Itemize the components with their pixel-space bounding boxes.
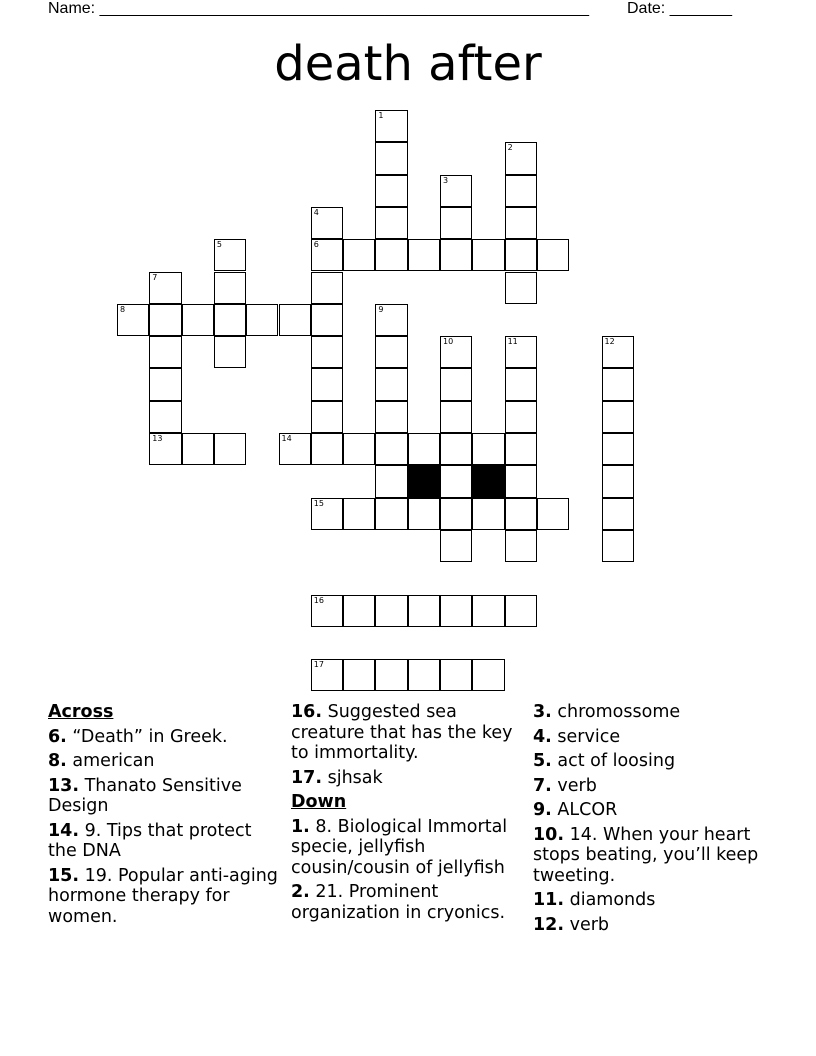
grid-cell[interactable]	[602, 401, 634, 433]
clue-number: 10.	[533, 824, 565, 845]
cell-number: 2	[507, 143, 513, 153]
grid-cell[interactable]	[408, 659, 440, 691]
clues-column-2	[291, 702, 523, 927]
grid-cell[interactable]	[408, 239, 440, 271]
grid-cell[interactable]	[440, 239, 472, 271]
grid-cell[interactable]	[537, 239, 569, 271]
grid-cell[interactable]	[408, 595, 440, 627]
grid-cell[interactable]	[375, 175, 407, 207]
cell-number: 4	[313, 207, 319, 217]
down-heading: Down	[291, 792, 347, 812]
cell-number: 11	[507, 337, 518, 347]
clue-text: “Death” in Greek.	[72, 726, 228, 747]
clue-number: 9.	[533, 800, 552, 820]
grid-cell[interactable]	[375, 368, 407, 400]
grid-cell[interactable]	[505, 142, 537, 174]
grid-cell[interactable]	[246, 304, 278, 336]
clue-text: ALCOR	[557, 800, 618, 820]
grid-cell[interactable]	[214, 433, 246, 465]
clue-text: american	[72, 751, 155, 771]
grid-cell[interactable]	[440, 595, 472, 627]
grid-cell[interactable]	[472, 659, 504, 691]
grid-cell[interactable]	[505, 175, 537, 207]
clue-down-10	[533, 825, 763, 887]
grid-cell[interactable]	[440, 336, 472, 368]
grid-cell[interactable]	[505, 336, 537, 368]
grid-cell[interactable]	[440, 498, 472, 530]
grid-cell[interactable]	[311, 368, 343, 400]
clue-across-13	[48, 776, 278, 817]
grid-cell[interactable]	[408, 433, 440, 465]
clue-text: act of loosing	[557, 751, 676, 771]
date-field-line: Date: _______	[627, 0, 732, 17]
cell-number: 10	[443, 337, 454, 347]
clue-down-2	[291, 882, 523, 923]
grid-cell[interactable]	[343, 659, 375, 691]
grid-cell[interactable]	[472, 498, 504, 530]
clue-text: service	[557, 726, 621, 747]
grid-cell[interactable]	[440, 659, 472, 691]
grid-block-cell	[472, 465, 504, 497]
grid-cell[interactable]	[440, 175, 472, 207]
cell-number: 9	[378, 304, 384, 314]
clue-text: Thanato Sensitive Design	[48, 775, 242, 816]
grid-cell[interactable]	[505, 530, 537, 562]
clue-text: verb	[569, 914, 610, 935]
page-title: death after	[274, 36, 542, 92]
grid-cell[interactable]	[311, 304, 343, 336]
grid-cell[interactable]	[311, 595, 343, 627]
grid-cell[interactable]	[343, 595, 375, 627]
grid-cell[interactable]	[182, 304, 214, 336]
clue-down-4	[533, 727, 763, 748]
grid-cell[interactable]	[149, 272, 181, 304]
grid-cell[interactable]	[343, 239, 375, 271]
clue-number: 2.	[291, 882, 310, 902]
grid-cell[interactable]	[472, 595, 504, 627]
clue-number: 17.	[291, 767, 323, 788]
grid-cell[interactable]	[311, 239, 343, 271]
grid-cell[interactable]	[440, 433, 472, 465]
clue-text: chromossome	[557, 702, 681, 722]
clue-number: 3.	[533, 702, 552, 722]
clue-number: 7.	[533, 775, 552, 796]
clue-across-6	[48, 727, 278, 748]
clue-across-16	[291, 702, 523, 764]
grid-cell[interactable]	[149, 304, 181, 336]
grid-cell[interactable]	[505, 433, 537, 465]
grid-cell[interactable]	[343, 433, 375, 465]
grid-cell[interactable]	[117, 304, 149, 336]
grid-cell[interactable]	[214, 336, 246, 368]
clue-number: 8.	[48, 751, 67, 771]
clue-number: 16.	[291, 702, 323, 722]
clues-column-3	[533, 702, 763, 939]
grid-cell[interactable]	[505, 465, 537, 497]
clue-text: 8. Biological Immortal specie, jellyfish cousin/cousin of jellyfish	[291, 816, 508, 878]
grid-cell[interactable]	[375, 207, 407, 239]
clue-across-15	[48, 866, 278, 928]
cell-number: 7	[152, 272, 158, 282]
grid-cell[interactable]	[279, 304, 311, 336]
grid-cell[interactable]	[408, 498, 440, 530]
clue-down-12	[533, 915, 763, 936]
cell-number: 1	[378, 111, 384, 120]
clue-text: Suggested sea creature that has the key to immortality.	[291, 702, 513, 763]
grid-cell[interactable]	[375, 465, 407, 497]
grid-cell[interactable]	[505, 239, 537, 271]
grid-cell[interactable]	[472, 433, 504, 465]
grid-cell[interactable]	[375, 595, 407, 627]
grid-cell[interactable]	[375, 239, 407, 271]
clue-across-14	[48, 821, 278, 862]
grid-cell[interactable]	[602, 336, 634, 368]
grid-cell[interactable]	[311, 336, 343, 368]
grid-cell[interactable]	[440, 207, 472, 239]
cell-number: 5	[216, 240, 222, 250]
grid-cell[interactable]	[505, 207, 537, 239]
grid-cell[interactable]	[311, 659, 343, 691]
grid-cell[interactable]	[311, 401, 343, 433]
cell-number: 17	[313, 660, 324, 670]
grid-cell[interactable]	[214, 304, 246, 336]
cell-number: 14	[281, 434, 292, 443]
cell-number: 15	[313, 498, 324, 508]
clue-number: 12.	[533, 914, 565, 935]
cell-number: 12	[604, 337, 615, 347]
grid-cell[interactable]	[602, 465, 634, 497]
grid-cell[interactable]	[149, 401, 181, 433]
grid-cell[interactable]	[602, 498, 634, 530]
clue-across-8	[48, 751, 278, 772]
grid-cell[interactable]	[375, 304, 407, 336]
grid-cell[interactable]	[440, 530, 472, 562]
grid-block-cell	[408, 465, 440, 497]
grid-cell[interactable]	[311, 272, 343, 304]
grid-cell[interactable]	[505, 595, 537, 627]
clue-down-1	[291, 817, 523, 879]
cell-number: 13	[152, 434, 163, 443]
across-heading: Across	[48, 702, 114, 722]
clue-down-7	[533, 776, 763, 797]
grid-cell[interactable]	[440, 465, 472, 497]
cell-number: 16	[313, 595, 324, 605]
grid-cell[interactable]	[375, 498, 407, 530]
grid-cell[interactable]	[149, 433, 181, 465]
grid-cell[interactable]	[505, 368, 537, 400]
clue-text: diamonds	[569, 890, 656, 910]
grid-cell[interactable]	[440, 401, 472, 433]
grid-cell[interactable]	[602, 433, 634, 465]
clue-number: 13.	[48, 775, 80, 796]
grid-cell[interactable]	[440, 368, 472, 400]
clue-number: 6.	[48, 726, 67, 747]
clue-number: 11.	[533, 890, 565, 910]
grid-cell[interactable]	[182, 433, 214, 465]
grid-cell[interactable]	[375, 659, 407, 691]
grid-cell[interactable]	[343, 498, 375, 530]
grid-cell[interactable]	[602, 368, 634, 400]
grid-cell[interactable]	[375, 336, 407, 368]
grid-cell[interactable]	[505, 272, 537, 304]
cell-number: 8	[120, 304, 126, 314]
clue-number: 15.	[48, 865, 80, 886]
grid-cell[interactable]	[311, 207, 343, 239]
clue-text: 9. Tips that protect the DNA	[48, 820, 252, 861]
clue-down-11	[533, 890, 763, 911]
grid-cell[interactable]	[311, 433, 343, 465]
name-field-line: Name: _______________________________________________________	[48, 0, 589, 17]
grid-cell[interactable]	[311, 498, 343, 530]
clue-across-17	[291, 768, 523, 789]
clue-text: 14. When your heart stops beating, you’ll keep tweeting.	[533, 824, 759, 886]
grid-cell[interactable]	[375, 433, 407, 465]
clue-number: 5.	[533, 751, 552, 771]
grid-cell[interactable]	[472, 239, 504, 271]
clue-number: 1.	[291, 816, 310, 837]
clue-down-5	[533, 751, 763, 772]
grid-cell[interactable]	[149, 368, 181, 400]
clues-column-1	[48, 702, 278, 931]
grid-cell[interactable]	[375, 142, 407, 174]
clue-down-9	[533, 800, 763, 821]
clue-text: 19. Popular anti-aging hormone therapy for women.	[48, 865, 278, 927]
grid-cell[interactable]	[537, 498, 569, 530]
clue-number: 14.	[48, 820, 80, 841]
clue-number: 4.	[533, 726, 552, 747]
grid-cell[interactable]	[149, 336, 181, 368]
clue-text: verb	[557, 775, 597, 796]
grid-cell[interactable]	[375, 401, 407, 433]
grid-cell[interactable]	[214, 239, 246, 271]
grid-cell[interactable]	[602, 530, 634, 562]
grid-cell[interactable]	[214, 272, 246, 304]
grid-cell[interactable]	[505, 498, 537, 530]
grid-cell[interactable]	[505, 401, 537, 433]
cell-number: 3	[443, 175, 449, 185]
clue-down-3	[533, 702, 763, 723]
grid-cell[interactable]	[279, 433, 311, 465]
clue-text: 21. Prominent organization in cryonics.	[291, 882, 506, 923]
cell-number: 6	[313, 240, 319, 250]
grid-cell[interactable]	[375, 110, 407, 142]
clue-text: sjhsak	[327, 767, 383, 788]
